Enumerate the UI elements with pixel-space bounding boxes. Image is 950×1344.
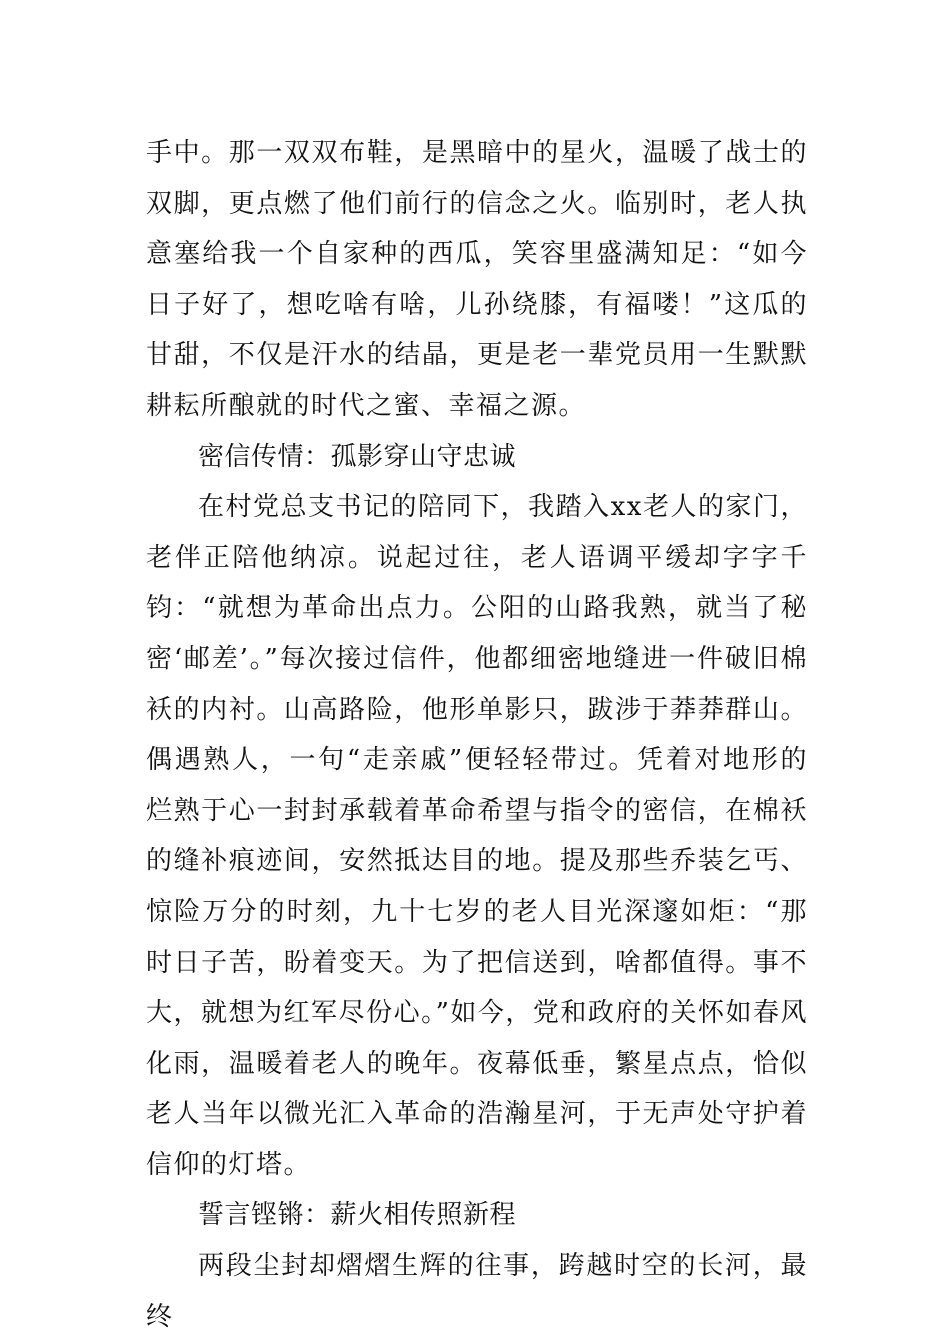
paragraph-secret-messenger: 在村党总支书记的陪同下，我踏入xx老人的家门，老伴正陪他纳凉。说起过往，老人语调平缓却字字千钧：“就想为革命出点力。公阳的山路我熟，就当了秘密‘邮差’。”每次接过信件，他都细密地缝进一件破旧棉袄的内衬。山高路险，他形单影只，跋涉于莽莽群山。偶遇熟人，一句“走亲戚”便轻轻带过。凭着对地形的烂熟于心一封封承载着革命希望与指令的密信，在棉袄的缝补痕迹间，安然抵达目的地。提及那些乔装乞丐、惊险万分的时刻，九十七岁的老人目光深邃如炬：“那时日子苦，盼着变天。为了把信送到，啥都值得。事不大，就想为红军尽份心。”如今，党和政府的关怀如春风化雨，温暖着老人的晚年。夜幕低垂，繁星点点，恰似老人当年以微光汇入革命的浩瀚星河，于无声处守护着信仰的灯塔。 [146, 492, 808, 1180]
paragraph-oath-start: 两段尘封却熠熠生辉的往事，跨越时空的长河，最终 [146, 1251, 808, 1332]
paragraph-straw-sandals-continued: 手中。那一双双布鞋，是黑暗中的星火，温暖了战士的双脚，更点燃了他们前行的信念之火。临别时，老人执意塞给我一个自家种的西瓜，笑容里盛满知足：“如今日子好了，想吃啥有啥，儿孙绕膝，有福喽！”这瓜的甘甜，不仅是汗水的结晶，更是老一辈党员用一生默默耕耘所酿就的时代之蜜、幸福之源。 [146, 138, 808, 421]
document-page [146, 128, 808, 1342]
section-heading-secret-letters: 密信传情：孤影穿山守忠诚 [198, 441, 517, 472]
section-heading-oath: 誓言铿锵：薪火相传照新程 [198, 1200, 517, 1231]
